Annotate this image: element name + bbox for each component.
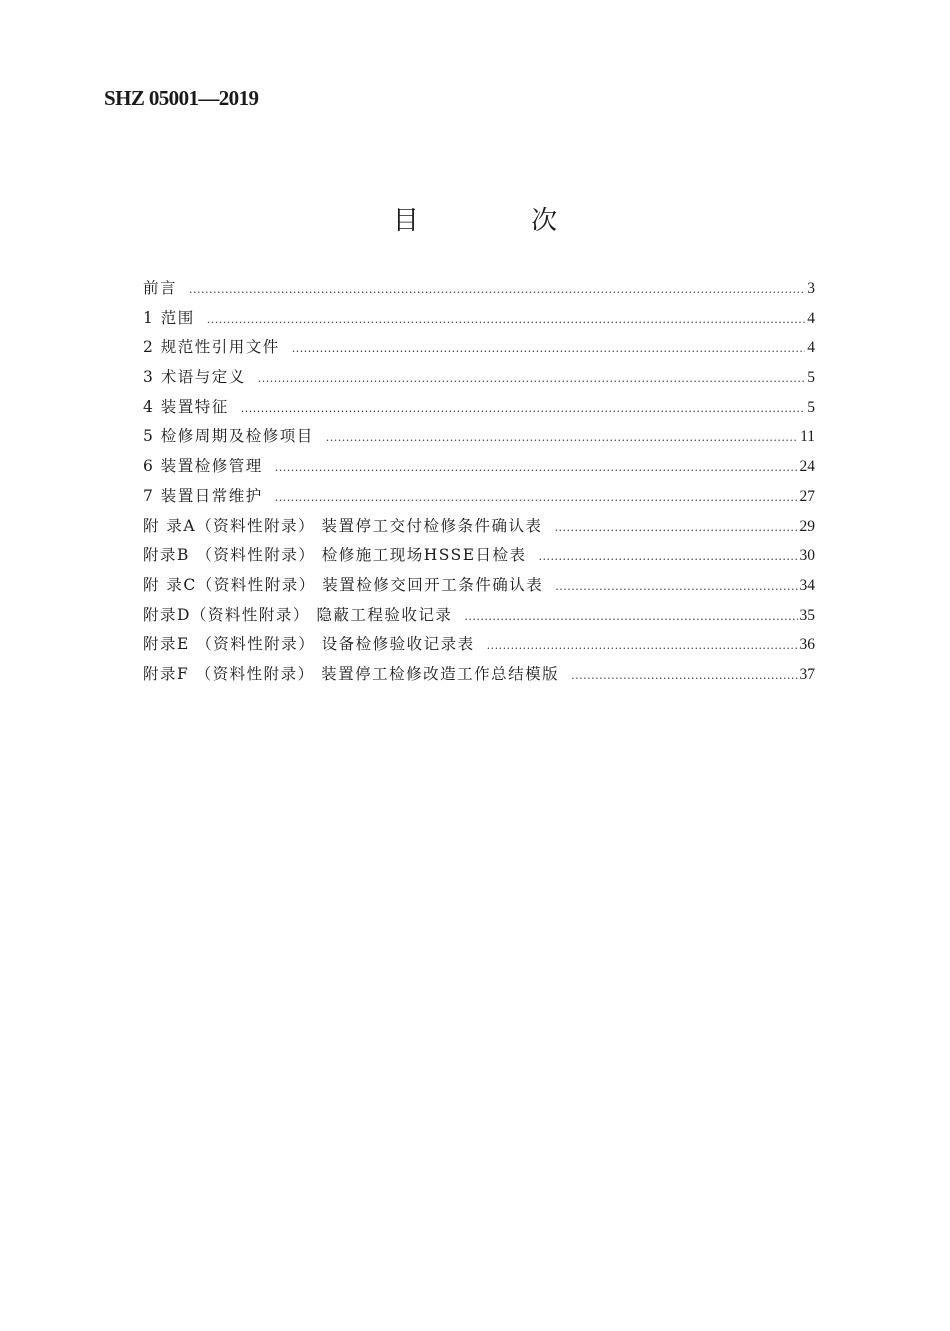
toc-dot-leader <box>292 342 805 355</box>
toc-entry-label: 前言 <box>143 279 178 297</box>
toc-dot-leader <box>241 402 805 415</box>
toc-entry-appendix-c[interactable] <box>143 573 815 603</box>
toc-entry-page: 5 <box>807 398 815 416</box>
toc-entry-appendix-d[interactable] <box>143 603 815 633</box>
toc-dot-leader <box>555 521 798 534</box>
toc-entry-appendix-a[interactable] <box>143 514 815 544</box>
document-code: SHZ 05001—2019 <box>104 86 259 110</box>
toc-dot-leader <box>464 610 797 623</box>
toc-dot-leader <box>189 283 805 296</box>
toc-entry-label: 2 规范性引用文件 <box>143 338 280 357</box>
toc-entry-label: 附录F （资料性附录） 装置停工检修改造工作总结模版 <box>143 664 560 683</box>
toc-entry-page: 11 <box>800 428 815 446</box>
toc-entry-2[interactable] <box>143 335 815 365</box>
toc-entry-7[interactable] <box>143 484 815 514</box>
toc-dot-leader <box>555 580 797 593</box>
toc-entry-page: 4 <box>807 309 815 327</box>
toc-dot-leader <box>207 313 805 326</box>
toc-entry-label: 附 录C（资料性附录） 装置检修交回开工条件确认表 <box>143 575 544 594</box>
toc-entry-page: 37 <box>799 665 815 683</box>
toc-entry-label: 1 范围 <box>143 308 195 327</box>
toc-entry-label: 附录D（资料性附录） 隐蔽工程验收记录 <box>143 605 453 624</box>
toc-entry-label: 附录E （资料性附录） 设备检修验收记录表 <box>143 635 475 654</box>
toc-dot-leader <box>275 461 798 474</box>
toc-dot-leader <box>275 491 798 504</box>
toc-entry-6[interactable] <box>143 454 815 484</box>
toc-entry-page: 30 <box>799 547 815 565</box>
toc-entry-page: 36 <box>799 636 815 654</box>
toc-entry-label: 6 装置检修管理 <box>143 457 263 476</box>
toc-entry-4[interactable] <box>143 395 815 425</box>
toc-entry-label: 3 术语与定义 <box>143 368 246 387</box>
toc-dot-leader <box>571 669 797 682</box>
toc-entry-appendix-b[interactable] <box>143 543 815 573</box>
toc-entry-label: 附 录A（资料性附录） 装置停工交付检修条件确认表 <box>143 516 543 535</box>
toc-entry-page: 34 <box>799 576 815 594</box>
toc-entry-page: 3 <box>807 280 815 297</box>
toc-entry-3[interactable] <box>143 365 815 395</box>
toc-entry-5[interactable] <box>143 424 815 454</box>
toc-entry-page: 24 <box>799 458 815 476</box>
toc-dot-leader <box>487 639 798 652</box>
toc-entry-appendix-e[interactable] <box>143 632 815 662</box>
toc-entry-page: 27 <box>799 487 815 505</box>
toc-entry-label: 7 装置日常维护 <box>143 486 263 505</box>
toc-entry-label: 5 检修周期及检修项目 <box>143 427 314 446</box>
toc-entry-label: 附录B （资料性附录） 检修施工现场HSSE日检表 <box>143 546 527 565</box>
toc-entry-page: 29 <box>799 517 815 535</box>
toc-entry-preface[interactable] <box>143 276 815 306</box>
toc-title: 目 次 <box>392 206 610 236</box>
toc-entry-label: 4 装置特征 <box>143 397 229 416</box>
toc-dot-leader <box>326 431 798 444</box>
toc-entry-appendix-f[interactable] <box>143 662 815 692</box>
toc-dot-leader <box>258 372 805 385</box>
toc-dot-leader <box>539 550 798 563</box>
toc-entry-1[interactable] <box>143 306 815 336</box>
toc-entry-page: 35 <box>799 606 815 624</box>
table-of-contents <box>143 276 815 692</box>
toc-entry-page: 4 <box>807 339 815 357</box>
toc-entry-page: 5 <box>807 369 815 387</box>
